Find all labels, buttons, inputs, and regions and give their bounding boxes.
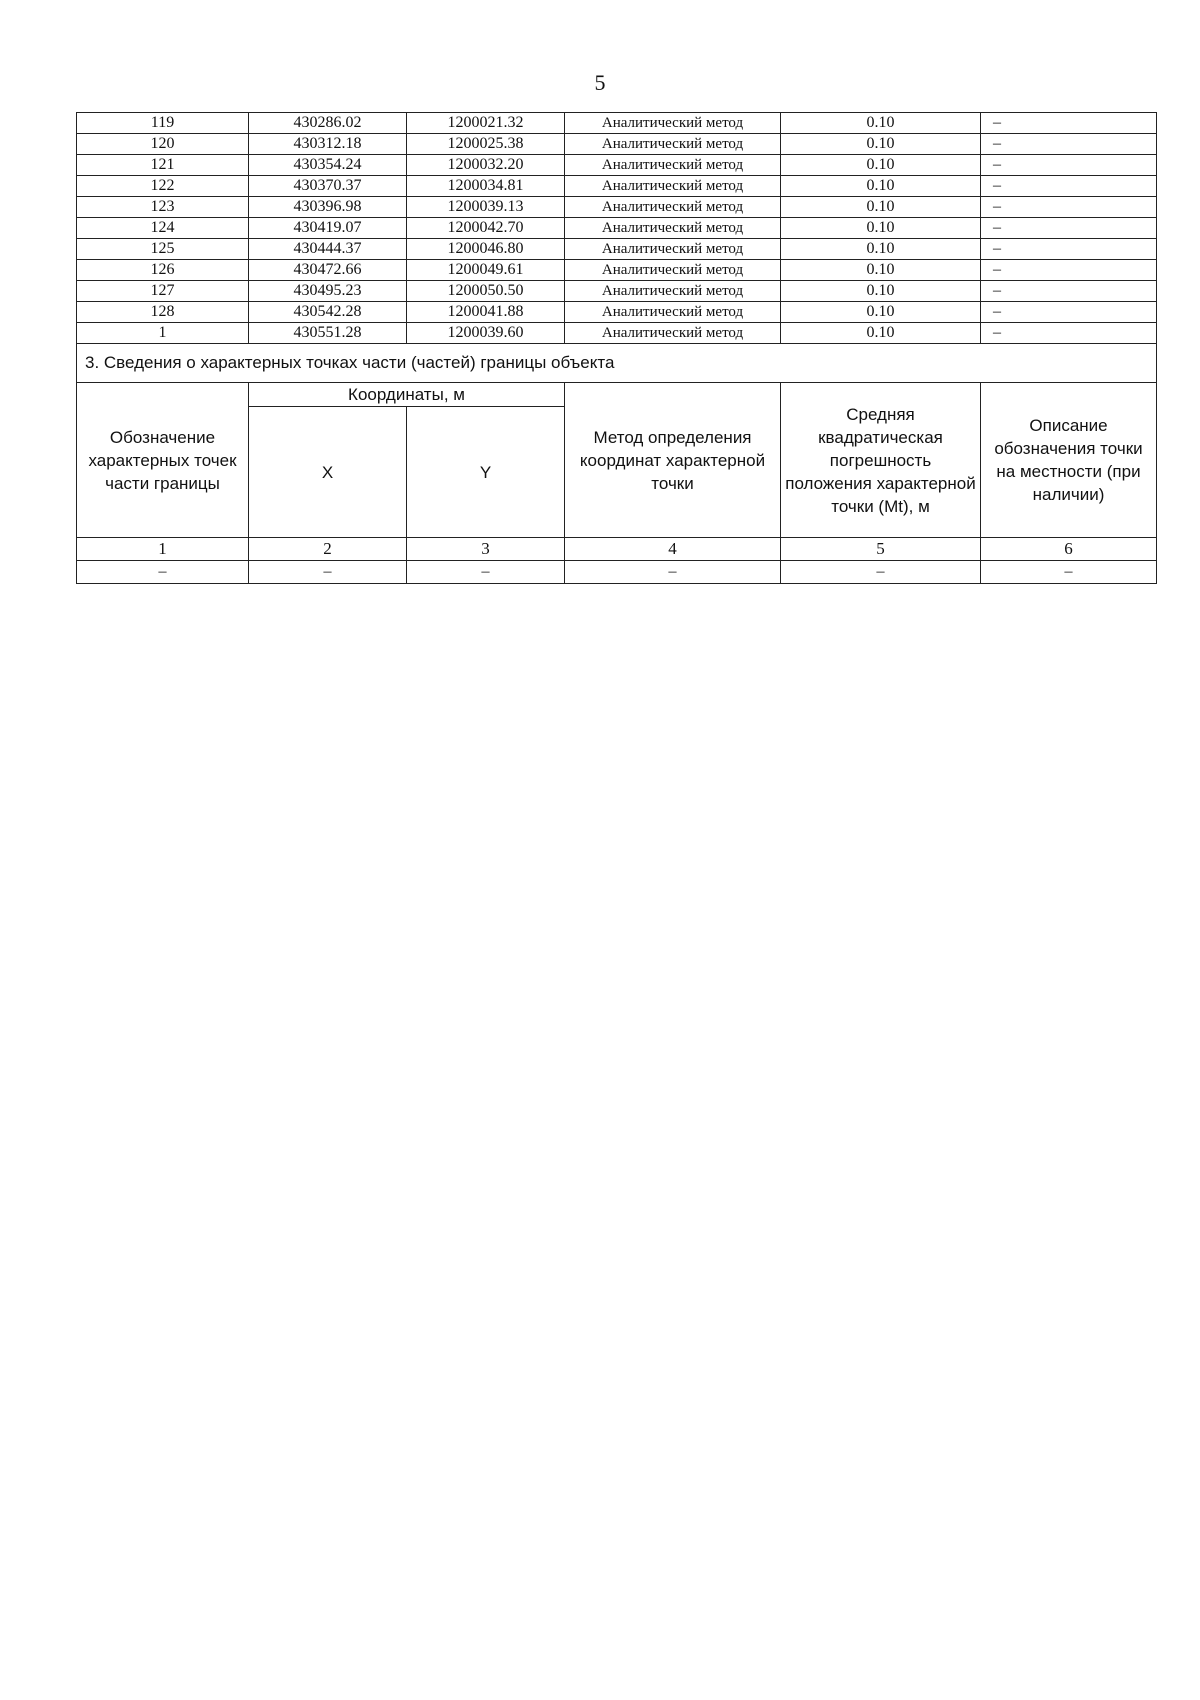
point-id-cell: 119: [77, 113, 249, 134]
description-cell: –: [981, 176, 1157, 197]
empty-data-row: [77, 561, 1157, 584]
x-coordinate-cell: 430312.18: [249, 134, 407, 155]
method-cell: Аналитический метод: [565, 281, 781, 302]
error-cell: 0.10: [781, 134, 981, 155]
y-coordinate-cell: 1200041.88: [407, 302, 565, 323]
description-cell: –: [981, 155, 1157, 176]
table-row: [77, 323, 1157, 344]
description-cell: –: [981, 134, 1157, 155]
table-row: [77, 260, 1157, 281]
point-id-cell: 120: [77, 134, 249, 155]
points-table-body: [77, 113, 1157, 344]
x-coordinate-cell: 430444.37: [249, 239, 407, 260]
error-cell: 0.10: [781, 218, 981, 239]
column-number: 4: [565, 538, 781, 561]
point-id-cell: 126: [77, 260, 249, 281]
error-cell: 0.10: [781, 155, 981, 176]
error-cell: 0.10: [781, 197, 981, 218]
y-coordinate-cell: 1200025.38: [407, 134, 565, 155]
column-number: 6: [981, 538, 1157, 561]
description-cell: –: [981, 260, 1157, 281]
x-coordinate-cell: 430354.24: [249, 155, 407, 176]
method-cell: Аналитический метод: [565, 260, 781, 281]
method-cell: Аналитический метод: [565, 239, 781, 260]
column-number: 3: [407, 538, 565, 561]
y-coordinate-cell: 1200021.32: [407, 113, 565, 134]
y-coordinate-cell: 1200039.13: [407, 197, 565, 218]
table-row: [77, 302, 1157, 323]
column-number: 1: [77, 538, 249, 561]
description-cell: –: [981, 197, 1157, 218]
x-coordinate-cell: 430370.37: [249, 176, 407, 197]
description-cell: –: [981, 218, 1157, 239]
error-cell: 0.10: [781, 302, 981, 323]
error-cell: 0.10: [781, 260, 981, 281]
empty-cell: –: [781, 561, 981, 584]
table-row: [77, 239, 1157, 260]
header-coordinates: Координаты, м: [249, 383, 565, 407]
description-cell: –: [981, 281, 1157, 302]
header-designation: Обозначение характерных точек части границы: [77, 383, 249, 538]
x-coordinate-cell: 430286.02: [249, 113, 407, 134]
method-cell: Аналитический метод: [565, 218, 781, 239]
error-cell: 0.10: [781, 176, 981, 197]
y-coordinate-cell: 1200032.20: [407, 155, 565, 176]
point-id-cell: 121: [77, 155, 249, 176]
header-y: Y: [407, 407, 565, 538]
table-row: [77, 134, 1157, 155]
error-cell: 0.10: [781, 113, 981, 134]
column-number: 2: [249, 538, 407, 561]
method-cell: Аналитический метод: [565, 176, 781, 197]
y-coordinate-cell: 1200050.50: [407, 281, 565, 302]
error-cell: 0.10: [781, 281, 981, 302]
method-cell: Аналитический метод: [565, 302, 781, 323]
point-id-cell: 1: [77, 323, 249, 344]
table-row: [77, 155, 1157, 176]
point-id-cell: 128: [77, 302, 249, 323]
description-cell: –: [981, 113, 1157, 134]
method-cell: Аналитический метод: [565, 197, 781, 218]
section3-title-row: [77, 344, 1157, 383]
empty-cell: –: [981, 561, 1157, 584]
error-cell: 0.10: [781, 239, 981, 260]
description-cell: –: [981, 323, 1157, 344]
description-cell: –: [981, 302, 1157, 323]
x-coordinate-cell: 430551.28: [249, 323, 407, 344]
page-number: 5: [594, 70, 606, 95]
x-coordinate-cell: 430495.23: [249, 281, 407, 302]
column-numbers-row: [77, 538, 1157, 561]
x-coordinate-cell: 430419.07: [249, 218, 407, 239]
method-cell: Аналитический метод: [565, 134, 781, 155]
table-row: [77, 113, 1157, 134]
header-x: X: [249, 407, 407, 538]
table-row: [77, 197, 1157, 218]
x-coordinate-cell: 430472.66: [249, 260, 407, 281]
point-id-cell: 124: [77, 218, 249, 239]
method-cell: Аналитический метод: [565, 155, 781, 176]
point-id-cell: 123: [77, 197, 249, 218]
method-cell: Аналитический метод: [565, 323, 781, 344]
point-id-cell: 127: [77, 281, 249, 302]
header-method: Метод определения координат характерной точки: [565, 383, 781, 538]
y-coordinate-cell: 1200049.61: [407, 260, 565, 281]
section3-table: [77, 344, 1157, 584]
header-description: Описание обозначения точки на местности (при наличии): [981, 383, 1157, 538]
x-coordinate-cell: 430542.28: [249, 302, 407, 323]
empty-cell: –: [249, 561, 407, 584]
header-error: Средняя квадратическая погрешность положения характерной точки (Mt), м: [781, 383, 981, 538]
table-row: [77, 176, 1157, 197]
section3-header-row: [77, 383, 1157, 407]
y-coordinate-cell: 1200034.81: [407, 176, 565, 197]
error-cell: 0.10: [781, 323, 981, 344]
point-id-cell: 125: [77, 239, 249, 260]
x-coordinate-cell: 430396.98: [249, 197, 407, 218]
description-cell: –: [981, 239, 1157, 260]
section3-title: 3. Сведения о характерных точках части (частей) границы объекта: [77, 344, 1157, 383]
y-coordinate-cell: 1200042.70: [407, 218, 565, 239]
empty-cell: –: [565, 561, 781, 584]
table-row: [77, 218, 1157, 239]
method-cell: Аналитический метод: [565, 113, 781, 134]
y-coordinate-cell: 1200046.80: [407, 239, 565, 260]
point-id-cell: 122: [77, 176, 249, 197]
empty-cell: –: [77, 561, 249, 584]
table-row: [77, 281, 1157, 302]
coordinates-table: [76, 112, 1157, 584]
y-coordinate-cell: 1200039.60: [407, 323, 565, 344]
empty-cell: –: [407, 561, 565, 584]
column-number: 5: [781, 538, 981, 561]
